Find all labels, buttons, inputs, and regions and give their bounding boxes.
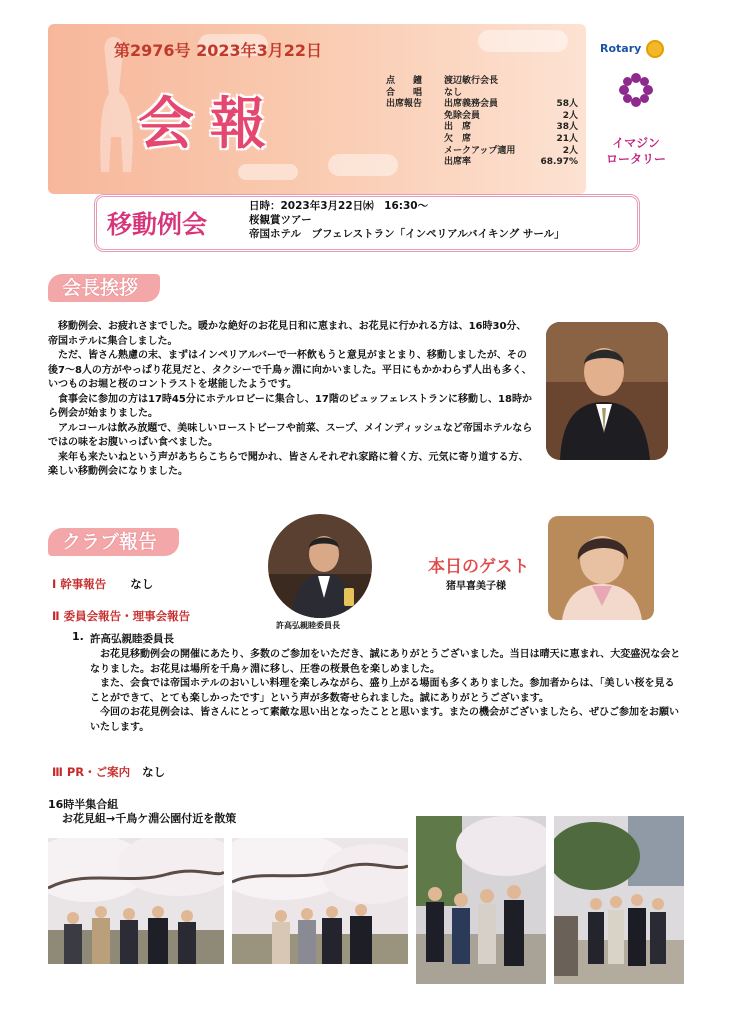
info-row: 出 席 38人 <box>444 122 578 133</box>
newsletter-title: 会報 <box>138 92 282 157</box>
president-portrait <box>546 322 668 460</box>
logo-line-2: ロータリー <box>605 152 666 166</box>
subsection-secretary <box>52 576 153 592</box>
committee-chair-caption: 許高弘親睦委員長 <box>276 621 340 630</box>
president-photo <box>546 322 668 460</box>
meeting-datetime: 日時：2023年3月22日㈬ 16:30～ <box>249 200 429 212</box>
info-row: 出席率 68.97% <box>444 157 578 168</box>
section-heading-president: 会長挨拶 <box>48 274 160 302</box>
paragraph: お花見移動例会の開催にあたり、多数のご参加をいただき、誠にありがとうございました。当日は晴天に恵まれ、大変盛況な会となりました。お花見は場所を千鳥ヶ淵に移し、圧巻の桜景色を楽しめました。 <box>90 649 681 675</box>
cherry-blossom-photo <box>48 838 224 964</box>
subsection-pr <box>52 764 165 780</box>
outing-photo-4 <box>554 816 684 984</box>
paragraph: ただ、皆さん熟慮の末、まずはインペリアルバーで一杯飲もうと意見がまとまり、移動しましたが、その後7～8人の方がやっぱり花見だと、タクシーで千鳥ヶ淵に向かいました。平日にもかかわらず人出も多く、いつものお堀と桜のコントラストを堪能したようです。 <box>48 350 532 390</box>
pr-label: Ⅲ PR・ご案内 <box>52 765 131 779</box>
meeting-label: 移動例会 <box>107 210 208 239</box>
info-row: メークアップ適用 2人 <box>444 145 578 156</box>
section-heading-club: クラブ報告 <box>48 528 179 556</box>
committee-report-text <box>90 648 682 735</box>
secretary-report-label: Ⅰ 幹事報告 <box>52 577 107 591</box>
cloud-shape <box>238 164 298 180</box>
outing-photo-3 <box>416 816 546 984</box>
committee-item-number: 1. <box>72 630 84 643</box>
paragraph: 食事会に参加の方は17時45分にホテルロビーに集合し、17階のビュッフェレストランに移動し、18時から例会が始まりました。 <box>48 393 532 419</box>
info-row: 合 唱 なし <box>386 87 463 98</box>
rotary-wordmark: Rotary <box>600 42 642 55</box>
meeting-tour: 桜観賞ツアー <box>249 214 312 226</box>
guest-photo <box>548 516 654 620</box>
paragraph: また、会食では帝国ホテルのおいしい料理を楽しみながら、盛り上がる場面も多くありました。参加者からは、「美しい桜を見ることができて、とても楽しかったです」という声が多数寄せられました。誠にありがとうございます。 <box>90 678 675 704</box>
outing-group: 16時半集合組 <box>48 798 119 811</box>
secretary-report-value: なし <box>130 577 154 591</box>
meeting-venue: 帝国ホテル ブフェレストラン「インペリアルバイキング サール」 <box>249 228 565 240</box>
info-row: 欠 席 21人 <box>444 133 578 144</box>
info-row: 点 鐘 渡辺敏行会長 <box>386 76 499 86</box>
outing-photo-2 <box>232 838 408 964</box>
guest-name: 猪早喜美子様 <box>446 581 506 592</box>
info-row: 出席報告 出席義務会員 58人 <box>386 99 578 110</box>
logo-line-1: イマジン <box>612 136 660 150</box>
outing-route: お花見組→千鳥ケ淵公園付近を散策 <box>62 812 237 825</box>
guest-portrait <box>548 516 654 620</box>
rotary-wheel-icon <box>646 40 664 58</box>
paragraph: 移動例会、お疲れさまでした。暖かな絶好のお花見日和に恵まれ、お花見に行かれる方は、16時30分、帝国ホテルに集合しました。 <box>48 321 527 347</box>
issue-number: 第2976号 2023年3月22日 <box>114 41 323 60</box>
meeting-box <box>94 194 640 252</box>
paragraph: 今回のお花見例会は、皆さんにとって素敵な思い出となったことと思います。またの機会がございましたら、ぜひご参加をお願いいたします。 <box>90 707 679 733</box>
committee-chair-photo <box>268 514 372 618</box>
cherry-blossom-photo <box>232 838 408 964</box>
paragraph: 来年も来たいねという声があちらこちらで聞かれ、皆さんそれぞれ家路に着く方、元気に寄り道する方、楽しい移動例会になりました。 <box>48 451 529 477</box>
info-row: 免除会員 2人 <box>444 110 578 121</box>
committee-report-label: Ⅱ 委員会報告・理事会報告 <box>52 609 191 623</box>
paragraph: アルコールは飲み放題で、美味しいローストビーフや前菜、スープ、メインディッシュなど帝国ホテルならではの味をお腹いっぱい食べました。 <box>48 422 533 448</box>
committee-chair-portrait <box>268 514 372 618</box>
meeting-info <box>386 76 578 169</box>
rotary-logo <box>596 38 676 168</box>
group-walk-photo <box>554 816 684 984</box>
pr-value: なし <box>142 765 166 779</box>
president-message <box>48 320 536 480</box>
guest-label: 本日のゲスト <box>428 557 530 577</box>
flower-icon <box>618 72 654 108</box>
newsletter-header <box>48 24 586 194</box>
outing-photo-1 <box>48 838 224 964</box>
cloud-shape <box>478 30 568 52</box>
meeting-details <box>249 199 565 241</box>
group-walk-photo <box>416 816 546 984</box>
committee-item-title: 許高弘親睦委員長 <box>90 633 174 645</box>
